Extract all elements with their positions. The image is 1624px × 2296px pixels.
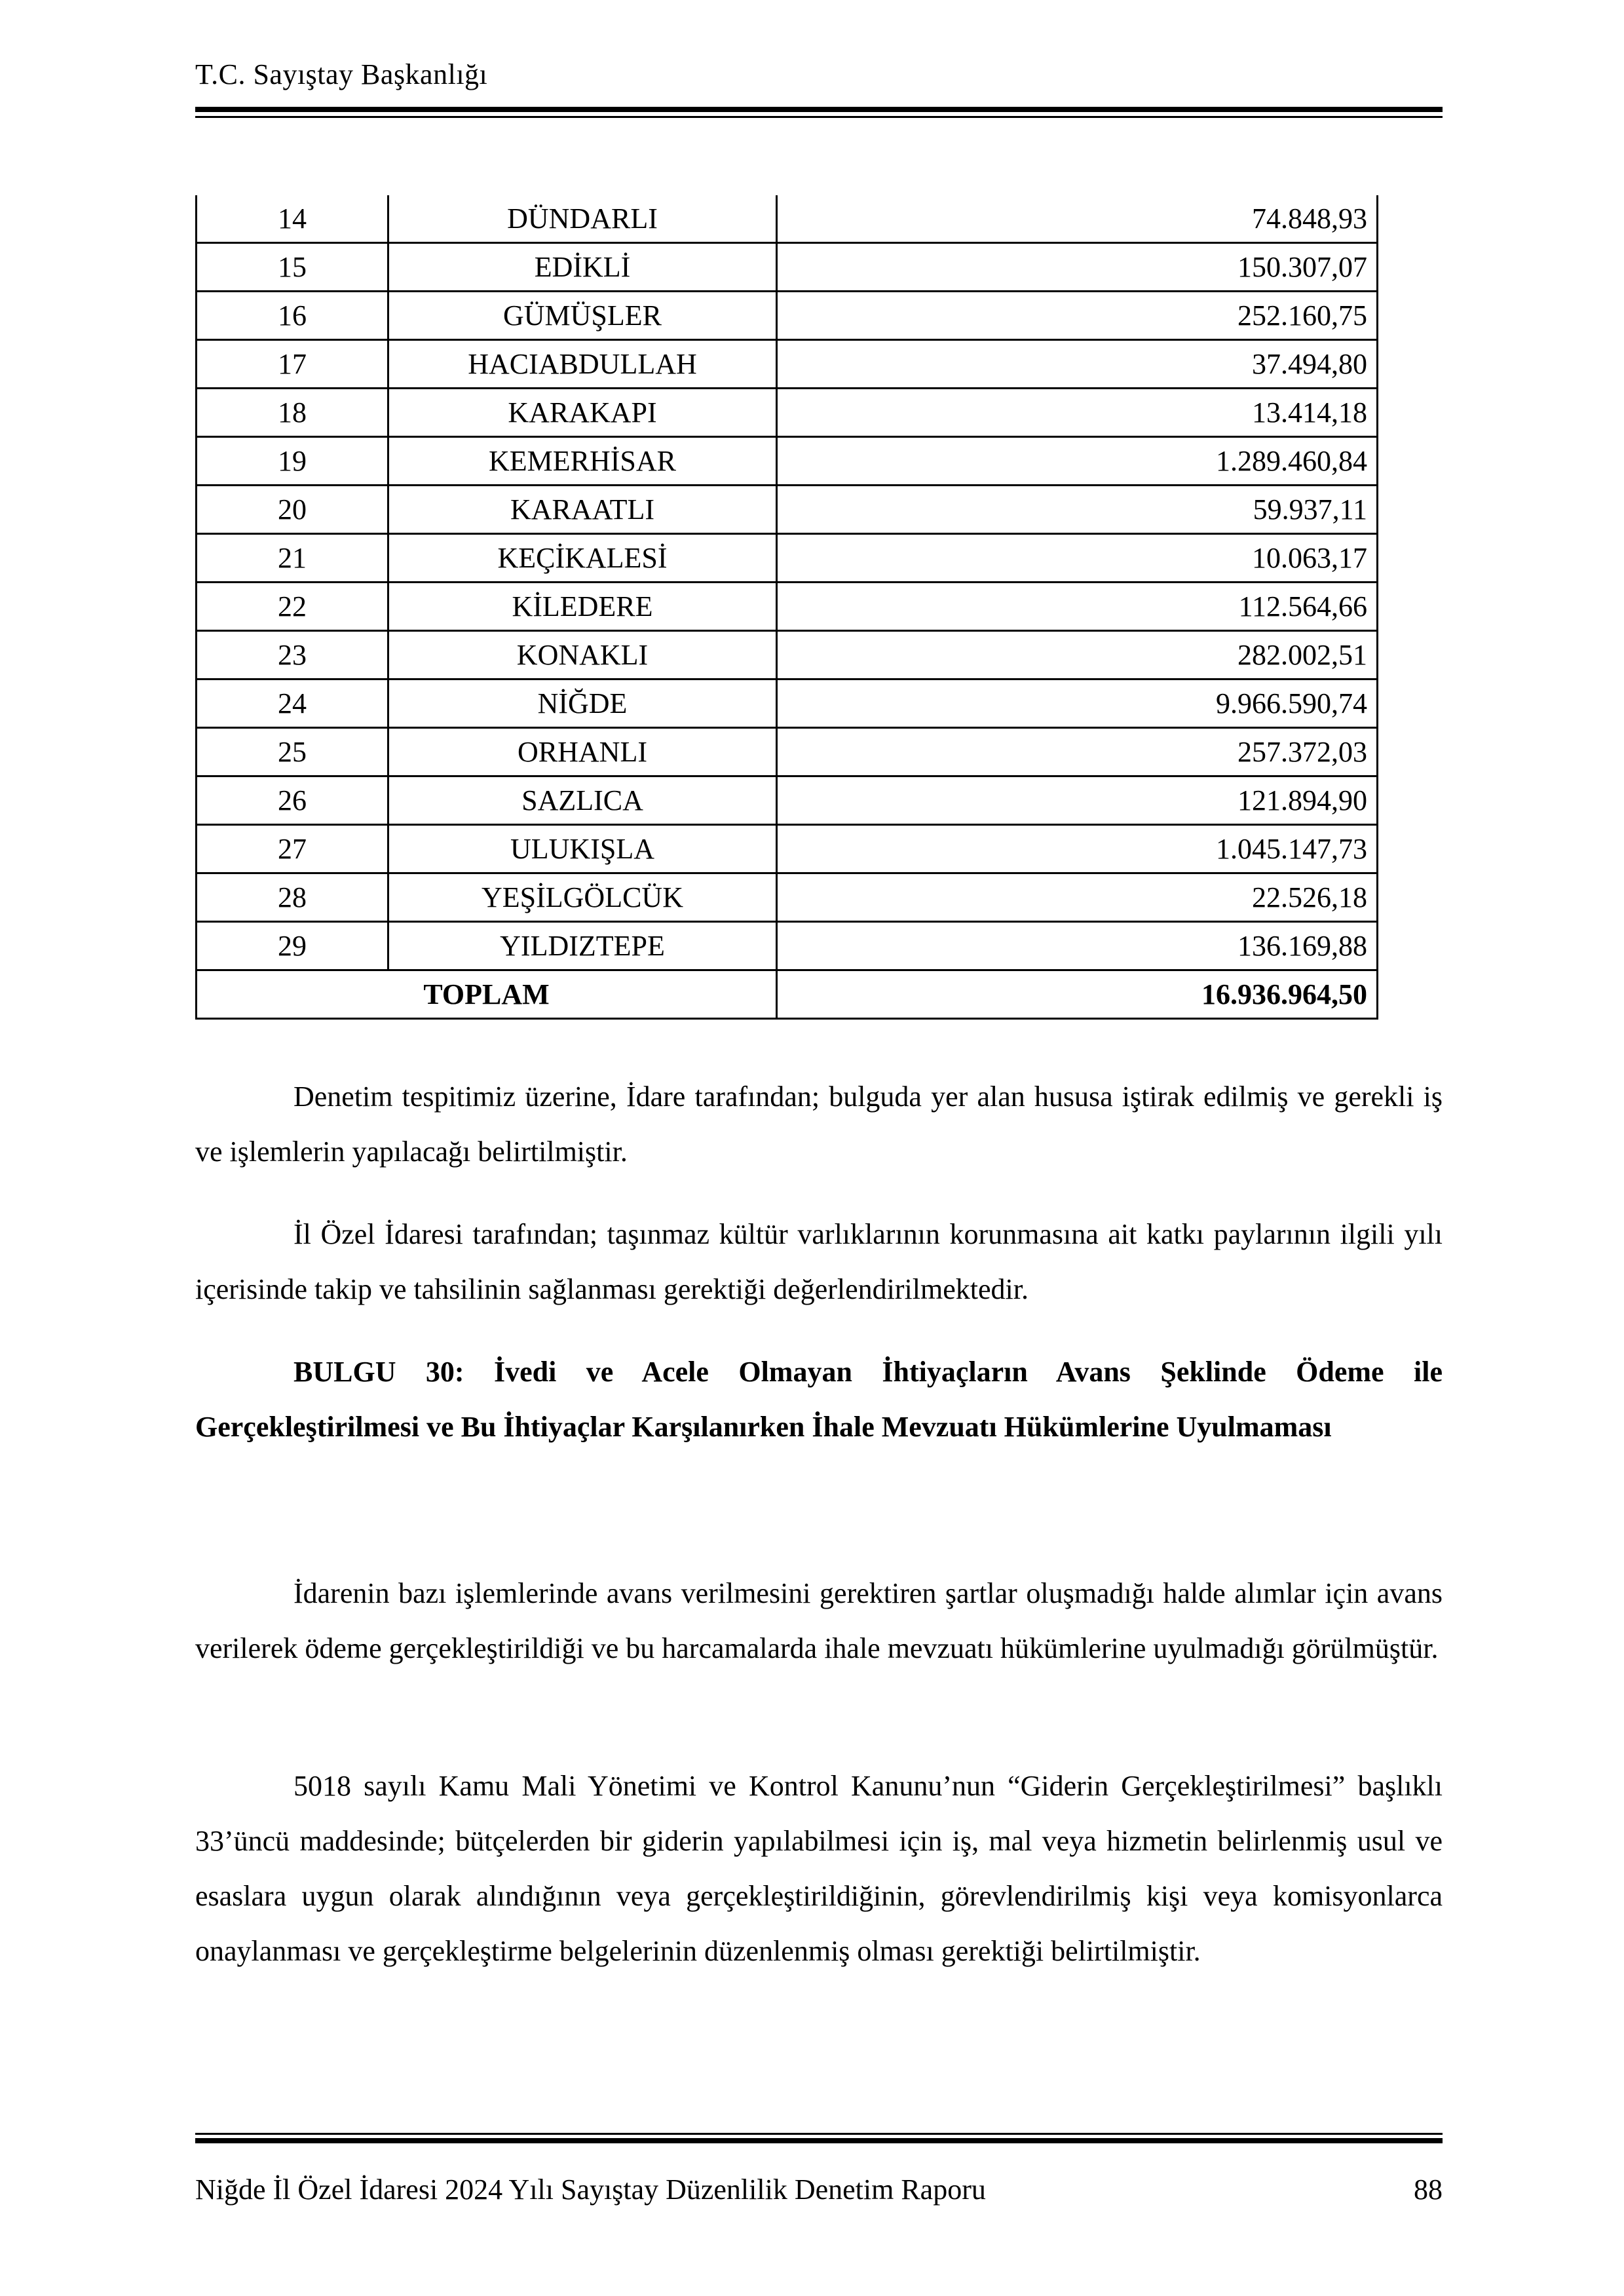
- row-name: ULUKIŞLA: [388, 825, 777, 873]
- row-value: 150.307,07: [777, 243, 1378, 292]
- page-header-title: T.C. Sayıştay Başkanlığı: [195, 58, 488, 90]
- total-value: 16.936.964,50: [777, 970, 1378, 1019]
- row-number: 17: [197, 340, 388, 389]
- municipality-amounts-table: [195, 195, 1378, 1020]
- row-number: 25: [197, 728, 388, 776]
- table-row: [197, 437, 1378, 486]
- row-value: 112.564,66: [777, 583, 1378, 631]
- row-number: 15: [197, 243, 388, 292]
- table-total-row: [197, 970, 1378, 1019]
- row-number: 26: [197, 776, 388, 825]
- paragraph-legal-basis: 5018 sayılı Kamu Mali Yönetimi ve Kontrol Kanunu’nun “Giderin Gerçekleştirilmesi” başlıklı 33’üncü maddesinde; bütçelerden bir giderin yapılabilmesi için iş, mal veya hizmetin belirlenmiş usul ve esaslara uygun olarak alındığının veya gerçekleştirildiğinin, görevlendirilmiş kişi veya komisyonlarca onaylanması ve gerçekleştirme belgelerinin düzenlenmiş olması gerektiği belirtilmiştir.: [195, 1770, 1443, 1967]
- row-number: 20: [197, 486, 388, 534]
- row-name: DÜNDARLI: [388, 195, 777, 243]
- row-value: 74.848,93: [777, 195, 1378, 243]
- row-number: 16: [197, 292, 388, 340]
- table-row: [197, 340, 1378, 389]
- row-name: YEŞİLGÖLCÜK: [388, 873, 777, 922]
- row-number: 19: [197, 437, 388, 486]
- finding-heading: BULGU 30: İvedi ve Acele Olmayan İhtiyaçların Avans Şeklinde Ödeme ile Gerçekleştirilmesi ve Bu İhtiyaçlar Karşılanırken İhale Mevzuatı Hükümlerine Uyulmaması: [195, 1356, 1443, 1443]
- table-row: [197, 679, 1378, 728]
- row-number: 28: [197, 873, 388, 922]
- row-number: 14: [197, 195, 388, 243]
- table-row: [197, 389, 1378, 437]
- row-name: KEMERHİSAR: [388, 437, 777, 486]
- table-row: [197, 486, 1378, 534]
- footer-rule-thick: [195, 2138, 1443, 2143]
- row-value: 10.063,17: [777, 534, 1378, 583]
- footer-rule-thin: [195, 2133, 1443, 2135]
- row-number: 23: [197, 631, 388, 679]
- row-name: YILDIZTEPE: [388, 922, 777, 970]
- row-name: EDİKLİ: [388, 243, 777, 292]
- row-name: KİLEDERE: [388, 583, 777, 631]
- row-name: HACIABDULLAH: [388, 340, 777, 389]
- row-value: 13.414,18: [777, 389, 1378, 437]
- total-label: TOPLAM: [197, 970, 777, 1019]
- row-number: 22: [197, 583, 388, 631]
- table-row: [197, 922, 1378, 970]
- footer-report-title: Niğde İl Özel İdaresi 2024 Yılı Sayıştay Düzenlilik Denetim Raporu: [195, 2173, 986, 2206]
- table-row: [197, 825, 1378, 873]
- header-rule-thick: [195, 107, 1443, 112]
- row-value: 59.937,11: [777, 486, 1378, 534]
- row-name: KARAKAPI: [388, 389, 777, 437]
- row-name: SAZLICA: [388, 776, 777, 825]
- row-value: 252.160,75: [777, 292, 1378, 340]
- table-row: [197, 776, 1378, 825]
- table-body: [197, 195, 1378, 1019]
- row-name: NİĞDE: [388, 679, 777, 728]
- table-row: [197, 292, 1378, 340]
- table-row: [197, 534, 1378, 583]
- table-row: [197, 243, 1378, 292]
- row-number: 29: [197, 922, 388, 970]
- row-value: 22.526,18: [777, 873, 1378, 922]
- header-rule-thin: [195, 116, 1443, 118]
- table-row: [197, 873, 1378, 922]
- row-value: 121.894,90: [777, 776, 1378, 825]
- table-row: [197, 195, 1378, 243]
- row-name: KONAKLI: [388, 631, 777, 679]
- row-name: KEÇİKALESİ: [388, 534, 777, 583]
- row-value: 282.002,51: [777, 631, 1378, 679]
- table-row: [197, 583, 1378, 631]
- row-name: KARAATLI: [388, 486, 777, 534]
- paragraph-audit-response: Denetim tespitimiz üzerine, İdare tarafından; bulguda yer alan hususa iştirak edilmiş ve gerekli iş ve işlemlerin yapılacağı belirtilmiştir.: [195, 1081, 1443, 1168]
- row-name: ORHANLI: [388, 728, 777, 776]
- row-value: 1.289.460,84: [777, 437, 1378, 486]
- table-row: [197, 631, 1378, 679]
- row-value: 257.372,03: [777, 728, 1378, 776]
- row-number: 21: [197, 534, 388, 583]
- row-value: 9.966.590,74: [777, 679, 1378, 728]
- row-name: GÜMÜŞLER: [388, 292, 777, 340]
- table-row: [197, 728, 1378, 776]
- row-number: 27: [197, 825, 388, 873]
- paragraph-assessment: İl Özel İdaresi tarafından; taşınmaz kültür varlıklarının korunmasına ait katkı paylarının ilgili yılı içerisinde takip ve tahsilinin sağlanması gerektiği değerlendirilmektedir.: [195, 1218, 1443, 1305]
- row-value: 37.494,80: [777, 340, 1378, 389]
- page-number: 88: [1414, 2173, 1443, 2206]
- row-number: 24: [197, 679, 388, 728]
- row-value: 1.045.147,73: [777, 825, 1378, 873]
- row-value: 136.169,88: [777, 922, 1378, 970]
- row-number: 18: [197, 389, 388, 437]
- paragraph-finding-summary: İdarenin bazı işlemlerinde avans verilmesini gerektiren şartlar oluşmadığı halde alımlar için avans verilerek ödeme gerçekleştirildiği ve bu harcamalarda ihale mevzuatı hükümlerine uyulmadığı görülmüştür.: [195, 1577, 1443, 1664]
